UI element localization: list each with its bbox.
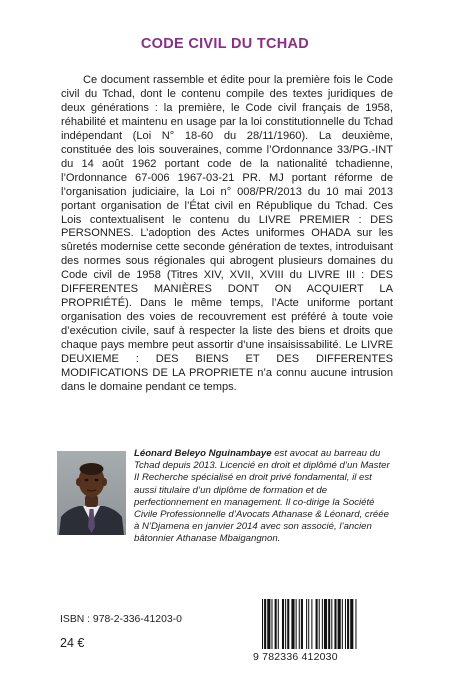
barcode-bar [316, 599, 318, 649]
barcode-bar [350, 599, 353, 649]
barcode-bar [291, 599, 294, 649]
barcode-bar [287, 599, 289, 649]
barcode-bar [267, 599, 270, 649]
back-cover-summary [61, 74, 393, 395]
barcode-bar [306, 599, 307, 649]
book-title: CODE CIVIL DU TCHAD [140, 36, 310, 52]
author-portrait-image [57, 451, 126, 535]
author-photo [57, 451, 126, 535]
barcode-bar [319, 599, 320, 649]
author-bio-text: est avocat au barreau du Tchad depuis 2013. Licencié en droit et diplômé d’un Master II Recherche spécialisé en droit privé fondamental, il est aussi titulaire d’un diplôme de formation et de perfectionnement en management. Il co-dirige la Société Civile Professionnelle d’Avocats Athanase & Léonard, créée à N’Djamena en janvier 2014 avec son associé, l’ancien bâtonnier Athanase Mbaigangnon. [134, 448, 390, 545]
barcode-bar [355, 599, 356, 649]
barcode-bar [278, 599, 279, 649]
barcode-bar [345, 599, 346, 649]
isbn-label: ISBN : 978-2-336-41203-0 [60, 614, 182, 625]
barcode-bar [275, 599, 277, 649]
author-bio [134, 448, 390, 546]
barcode-bar [324, 599, 327, 649]
barcode-bar [299, 599, 300, 649]
barcode-bar [296, 599, 297, 649]
barcode-bar [347, 599, 349, 649]
barcode-bar [342, 599, 343, 649]
barcode-bar [331, 599, 332, 649]
price-label: 24 € [60, 636, 85, 650]
barcode-bar [282, 599, 284, 649]
barcode-bar [334, 599, 336, 649]
barcode-bar [308, 599, 309, 649]
barcode-bar [301, 599, 303, 649]
barcode-bar [271, 599, 272, 649]
barcode-bar [311, 599, 312, 649]
barcode-digits: 9 782336 412030 [253, 651, 398, 663]
summary-text: Ce document rassemble et édite pour la première fois le Code civil du Tchad, dont le contenu compile des textes juridiques de deux générations : la première, le Code civil français de 1958, réhabilité et maintenu en usage par la loi constitutionnelle du Tchad indépendant (Loi N° 18-60 du 28/11/1960). La deuxième, constituée des lois souveraines, comme l’Ordonnance 33/PG.-INT du 14 août 1962 portant code de la nationalité tchadienne, l’Ordonnance 67-006 1967-03-21 PR. MJ portant réforme de l’organisation judiciaire, la Loi n° 008/PR/2013 du 10 mai 2013 portant organisation de l’État civil en République du Tchad. Ces Lois contextualisent le contenu du LIVRE PREMIER : DES PERSONNES. L’adoption des Actes uniformes OHADA sur les sûretés modernise cette seconde génération de textes, introduisant des normes sous régionales qui abrogent plusieurs domaines du Code civil de 1958 (Titres XIV, XVII, XVIII du LIVRE III : DES DIFFERENTES MANIÈRES DONT ON ACQUIERT LA PROPRIÉTÉ). Dans le même temps, l’Acte uniforme portant organisation des voies de recouvrement est préféré à toute voie d’exécution civile, sauf à respecter la liste des biens et droits que chaque pays membre peut assortir d’une insaisissabilité. Le LIVRE DEUXIEME : DES BIENS ET DES DIFFERENTES MODIFICATIONS DE LA PROPRIETE n’a connu aucune intrusion dans le domaine pendant ce temps. [61, 74, 393, 393]
author-name: Léonard Beleyo Nguinambaye [134, 448, 272, 459]
barcode-bar [264, 599, 266, 649]
barcode-bar [328, 599, 330, 649]
barcode-bar [322, 599, 323, 649]
barcode-bar [338, 599, 341, 649]
barcode-bar [285, 599, 286, 649]
barcode-bar [262, 599, 263, 649]
